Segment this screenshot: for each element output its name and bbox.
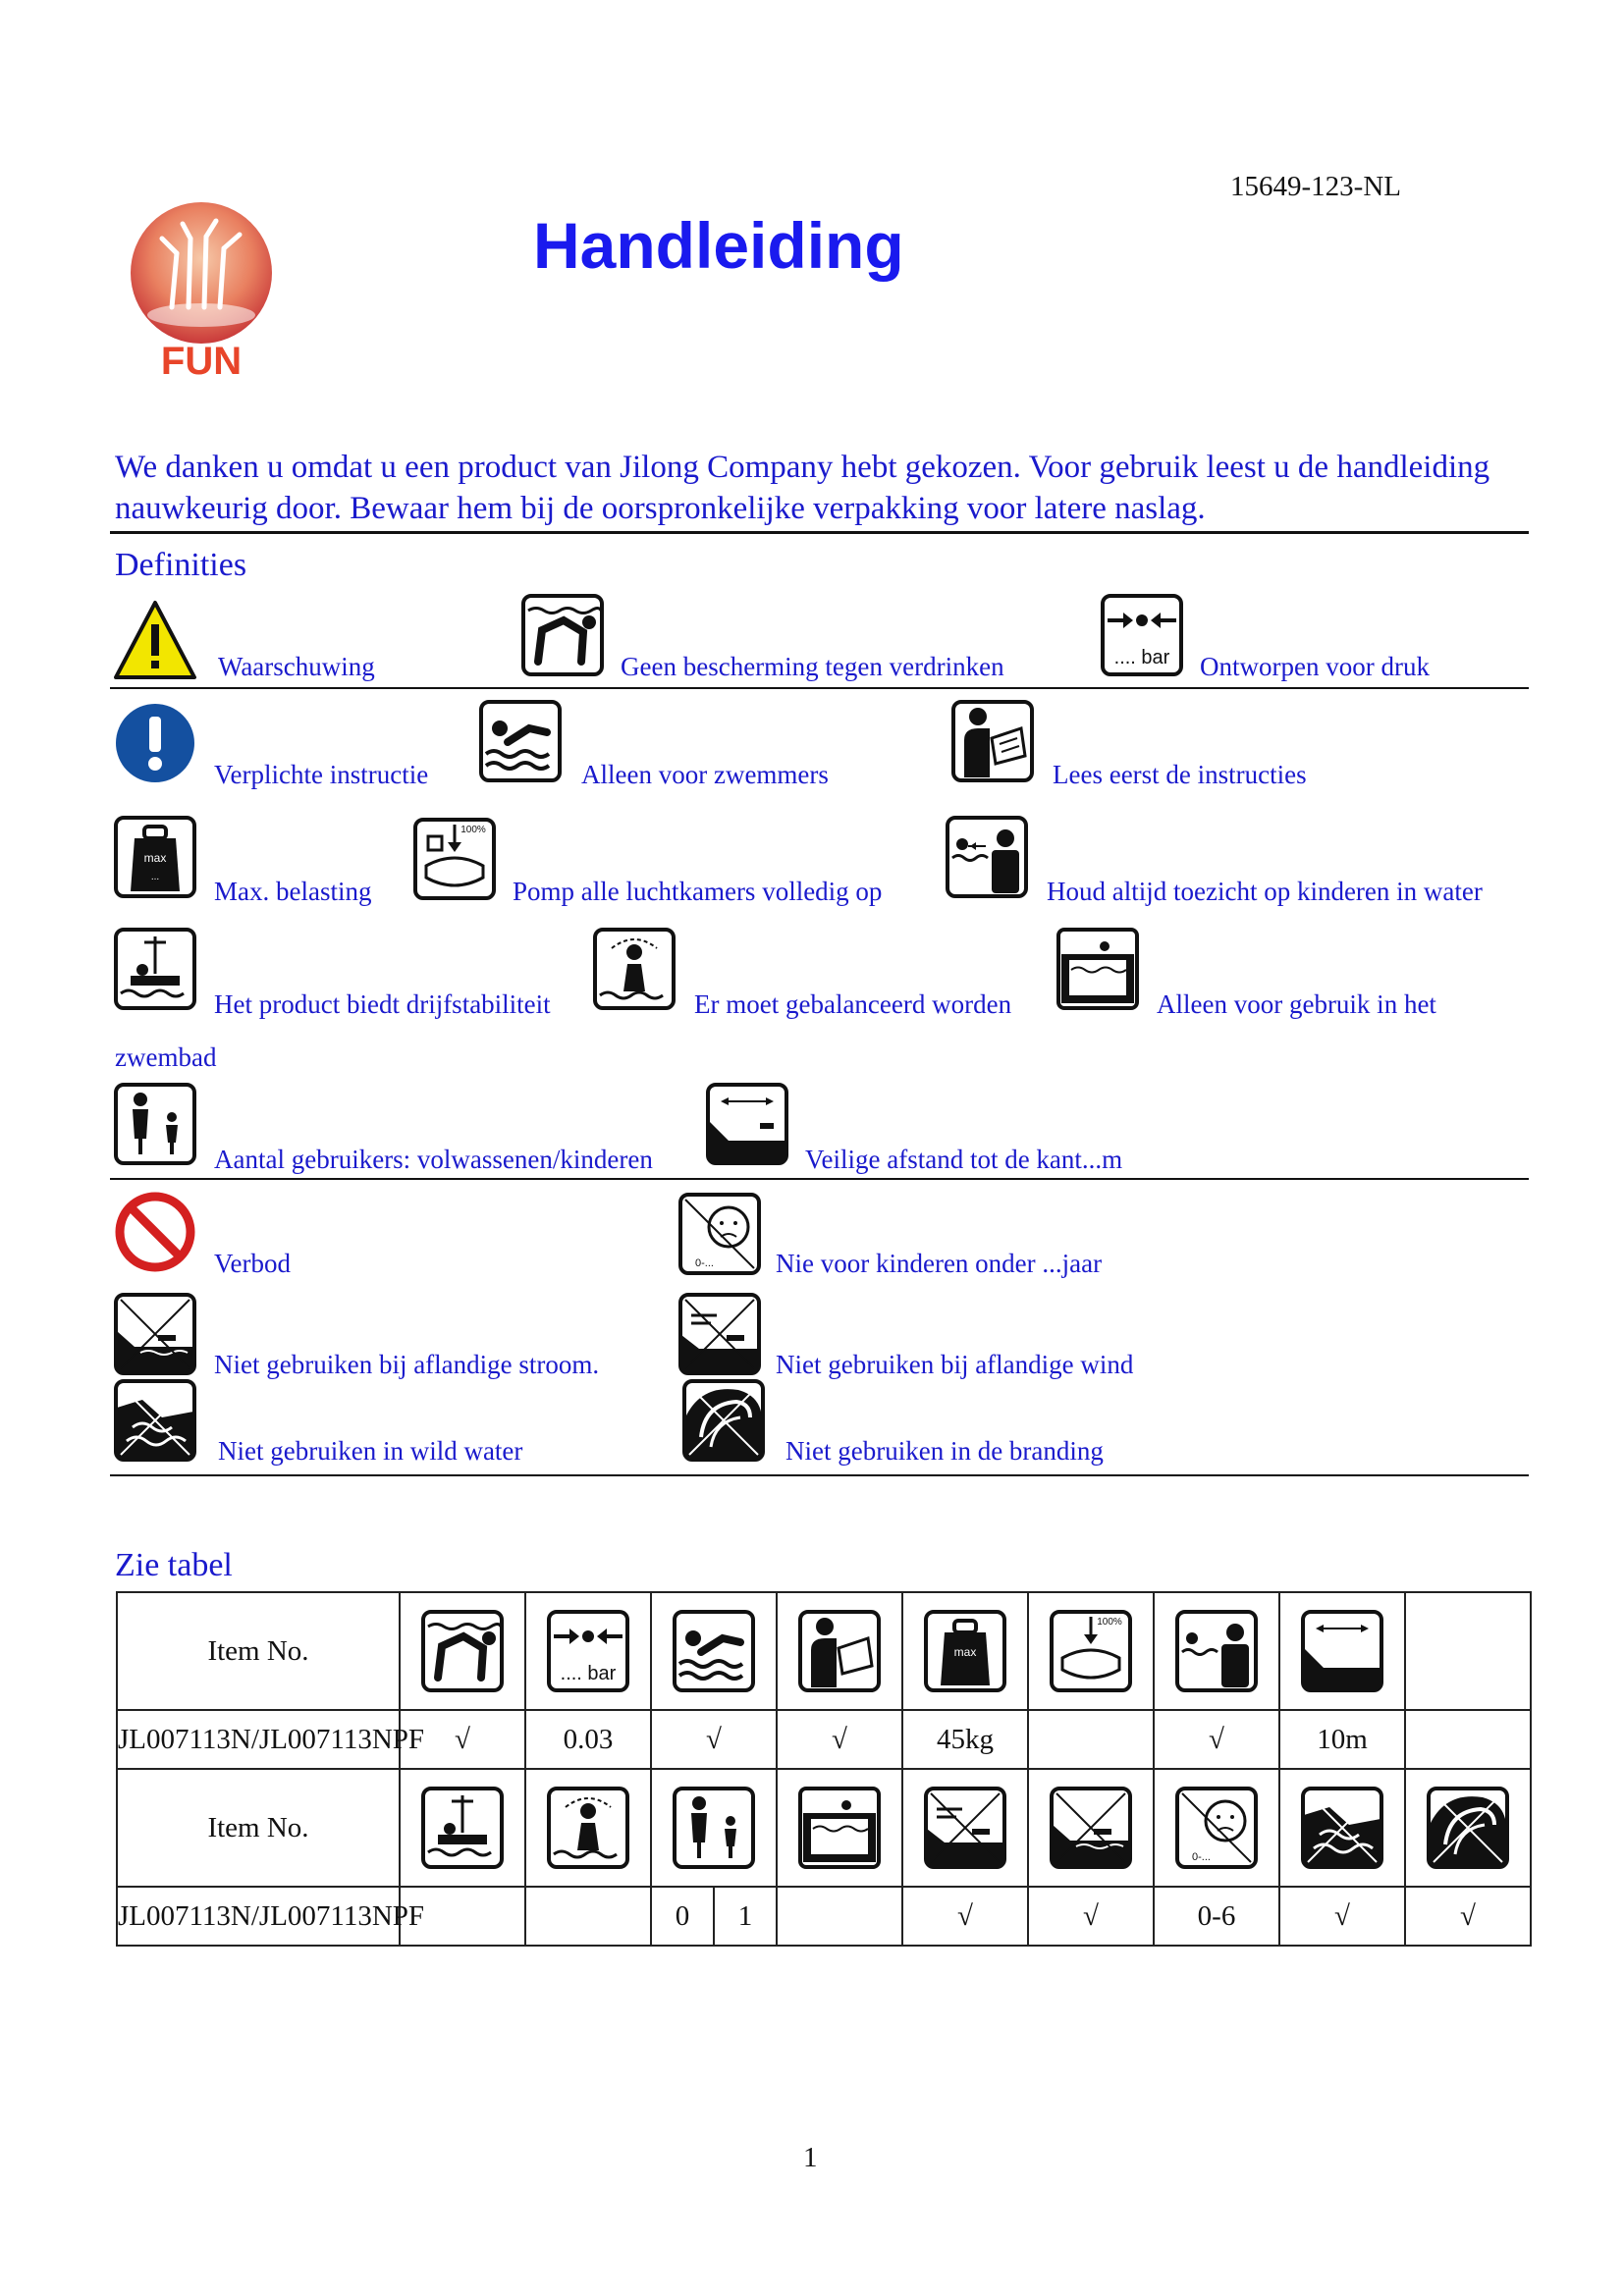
safe-distance-shore-icon bbox=[1300, 1609, 1384, 1693]
fun-logo bbox=[118, 199, 285, 386]
no-offshore-current-icon bbox=[1049, 1786, 1133, 1870]
table-cell bbox=[400, 1769, 525, 1887]
table-cell bbox=[1028, 1769, 1154, 1887]
no-offshore-wind-icon bbox=[677, 1292, 762, 1376]
table-cell: √ bbox=[1279, 1887, 1405, 1946]
def-label-balance: Er moet gebalanceerd worden bbox=[694, 989, 1012, 1019]
def-label-max-load: Max. belasting bbox=[214, 877, 372, 906]
document-id: 15649-123-NL bbox=[1230, 171, 1401, 202]
warning-triangle-icon bbox=[113, 599, 197, 683]
def-label-inflate: Pomp alle luchtkamers volledig op bbox=[513, 877, 883, 906]
inflate-full-icon bbox=[1049, 1609, 1133, 1693]
intro-divider bbox=[110, 531, 1529, 534]
no-drowning-protection-icon bbox=[520, 593, 605, 677]
supervise-children-icon bbox=[1174, 1609, 1259, 1693]
table-heading: Zie tabel bbox=[115, 1547, 233, 1583]
table-cell bbox=[1028, 1710, 1154, 1769]
table-cell bbox=[651, 1769, 777, 1887]
def-label-read-instructions: Lees eerst de instructies bbox=[1053, 760, 1307, 789]
svg-text:...: ... bbox=[169, 1155, 175, 1164]
def-label-no-offshore-current: Niet gebruiken bij aflandige stroom. bbox=[214, 1350, 600, 1379]
table-cell bbox=[651, 1592, 777, 1710]
definitions-heading: Definities bbox=[115, 547, 247, 583]
def-label-not-for-children: Nie voor kinderen onder ...jaar bbox=[776, 1249, 1103, 1278]
table-cell: √ bbox=[777, 1710, 902, 1769]
svg-text:max: max bbox=[143, 851, 167, 865]
item-no-label: Item No. bbox=[117, 1592, 400, 1710]
swimmers-only-icon bbox=[672, 1609, 756, 1693]
users-adults-children-icon bbox=[113, 1082, 197, 1166]
table-cell: 45kg bbox=[902, 1710, 1028, 1769]
svg-text:100%: 100% bbox=[460, 825, 486, 835]
pool-only-icon bbox=[1056, 927, 1140, 1011]
table-cell: 0-6 bbox=[1154, 1887, 1279, 1946]
balance-icon bbox=[592, 927, 677, 1011]
table-icon-row bbox=[117, 1769, 1531, 1887]
table-cell: 1 bbox=[714, 1887, 777, 1946]
table-cell: √ bbox=[1028, 1887, 1154, 1946]
def-label-prohibition: Verbod bbox=[214, 1249, 291, 1278]
def-divider-3 bbox=[110, 1474, 1529, 1476]
no-offshore-current-icon bbox=[113, 1292, 197, 1376]
table-cell bbox=[525, 1769, 651, 1887]
def-label-pressure: Ontworpen voor druk bbox=[1200, 652, 1430, 681]
pool-only-icon bbox=[797, 1786, 882, 1870]
svg-text:0-...: 0-... bbox=[695, 1257, 714, 1269]
def-divider-1 bbox=[110, 687, 1529, 689]
max-load-icon bbox=[113, 815, 197, 899]
def-label-safe-distance: Veilige afstand tot de kant...m bbox=[805, 1145, 1123, 1174]
def-label-pool-only: Alleen voor gebruik in het bbox=[1157, 989, 1436, 1019]
pressure-bar-icon bbox=[546, 1609, 630, 1693]
balance-icon bbox=[546, 1786, 630, 1870]
no-wild-water-icon bbox=[1300, 1786, 1384, 1870]
table-cell bbox=[400, 1592, 525, 1710]
read-instructions-icon bbox=[797, 1609, 882, 1693]
no-offshore-wind-icon bbox=[923, 1786, 1007, 1870]
buoyancy-icon bbox=[113, 927, 197, 1011]
table-cell bbox=[1405, 1769, 1531, 1887]
svg-text:100%: 100% bbox=[1097, 1617, 1122, 1628]
def-label-buoyancy: Het product biedt drijfstabiliteit bbox=[214, 989, 551, 1019]
table-cell: 0 bbox=[651, 1887, 714, 1946]
read-instructions-icon bbox=[950, 699, 1035, 783]
def-label-mandatory: Verplichte instructie bbox=[214, 760, 429, 789]
table-cell bbox=[777, 1592, 902, 1710]
svg-text:...: ... bbox=[150, 872, 160, 882]
def-label-warning: Waarschuwing bbox=[218, 652, 375, 681]
pressure-bar-icon bbox=[1100, 593, 1184, 677]
no-surf-icon bbox=[681, 1378, 766, 1463]
table-cell: √ bbox=[902, 1887, 1028, 1946]
model-number: JL007113N/JL007113NPF bbox=[117, 1710, 400, 1769]
def-label-no-drowning-protection: Geen bescherming tegen verdrinken bbox=[621, 652, 1004, 681]
table-cell bbox=[902, 1592, 1028, 1710]
table-cell bbox=[1405, 1592, 1531, 1710]
table-cell bbox=[1154, 1592, 1279, 1710]
def-label-no-offshore-wind: Niet gebruiken bij aflandige wind bbox=[776, 1350, 1134, 1379]
svg-text:max: max bbox=[953, 1645, 977, 1659]
table-cell bbox=[1405, 1710, 1531, 1769]
table-value-row bbox=[117, 1887, 1531, 1946]
supervise-children-icon bbox=[945, 815, 1029, 899]
def-label-pool-only-cont: zwembad bbox=[115, 1042, 217, 1072]
max-load-icon bbox=[923, 1609, 1007, 1693]
table-cell: 0.03 bbox=[525, 1710, 651, 1769]
table-cell: √ bbox=[1405, 1887, 1531, 1946]
def-label-swimmers-only: Alleen voor zwemmers bbox=[581, 760, 829, 789]
table-cell bbox=[777, 1887, 902, 1946]
table-cell bbox=[1154, 1769, 1279, 1887]
page-number: 1 bbox=[803, 2142, 818, 2173]
safe-distance-shore-icon bbox=[705, 1082, 789, 1166]
item-no-label: Item No. bbox=[117, 1769, 400, 1887]
table-cell bbox=[525, 1592, 651, 1710]
page-title: Handleiding bbox=[533, 209, 904, 282]
model-number: JL007113N/JL007113NPF bbox=[117, 1887, 400, 1946]
mandatory-instruction-icon bbox=[113, 701, 197, 785]
def-label-users: Aantal gebruikers: volwassenen/kinderen bbox=[214, 1145, 653, 1174]
no-drowning-protection-icon bbox=[420, 1609, 505, 1693]
prohibition-icon bbox=[113, 1190, 197, 1274]
specification-table bbox=[116, 1591, 1532, 1947]
not-for-children-icon bbox=[677, 1192, 762, 1276]
swimmers-only-icon bbox=[478, 699, 563, 783]
table-value-row bbox=[117, 1710, 1531, 1769]
table-cell: 10m bbox=[1279, 1710, 1405, 1769]
def-label-no-surf: Niet gebruiken in de branding bbox=[785, 1436, 1104, 1466]
table-cell: √ bbox=[400, 1710, 525, 1769]
svg-text:.... bar: .... bar bbox=[560, 1663, 617, 1684]
not-for-children-icon bbox=[1174, 1786, 1259, 1870]
buoyancy-icon bbox=[420, 1786, 505, 1870]
table-cell bbox=[777, 1769, 902, 1887]
def-label-supervise: Houd altijd toezicht op kinderen in water bbox=[1047, 877, 1483, 906]
users-adults-children-icon bbox=[672, 1786, 756, 1870]
table-cell bbox=[1028, 1592, 1154, 1710]
table-cell bbox=[525, 1887, 651, 1946]
table-cell: √ bbox=[651, 1710, 777, 1769]
svg-text:0-...: 0-... bbox=[1192, 1851, 1211, 1863]
def-label-no-wild-water: Niet gebruiken in wild water bbox=[218, 1436, 523, 1466]
table-cell bbox=[902, 1769, 1028, 1887]
logo-text: FUN bbox=[160, 340, 243, 383]
no-wild-water-icon bbox=[113, 1378, 197, 1463]
table-cell bbox=[1279, 1592, 1405, 1710]
inflate-full-icon bbox=[412, 817, 497, 901]
table-icon-row bbox=[117, 1592, 1531, 1710]
no-surf-icon bbox=[1426, 1786, 1510, 1870]
svg-text:...: ... bbox=[137, 1155, 143, 1164]
svg-text:.... bar: .... bar bbox=[1113, 647, 1170, 668]
table-cell: √ bbox=[1154, 1710, 1279, 1769]
intro-text: We danken u omdat u een product van Jilong Company hebt gekozen. Voor gebruik leest u de handleiding nauwkeurig door. Bewaar hem bij de oorspronkelijke verpakking voor latere naslag. bbox=[115, 450, 1490, 526]
def-divider-2 bbox=[110, 1178, 1529, 1180]
table-cell bbox=[1279, 1769, 1405, 1887]
